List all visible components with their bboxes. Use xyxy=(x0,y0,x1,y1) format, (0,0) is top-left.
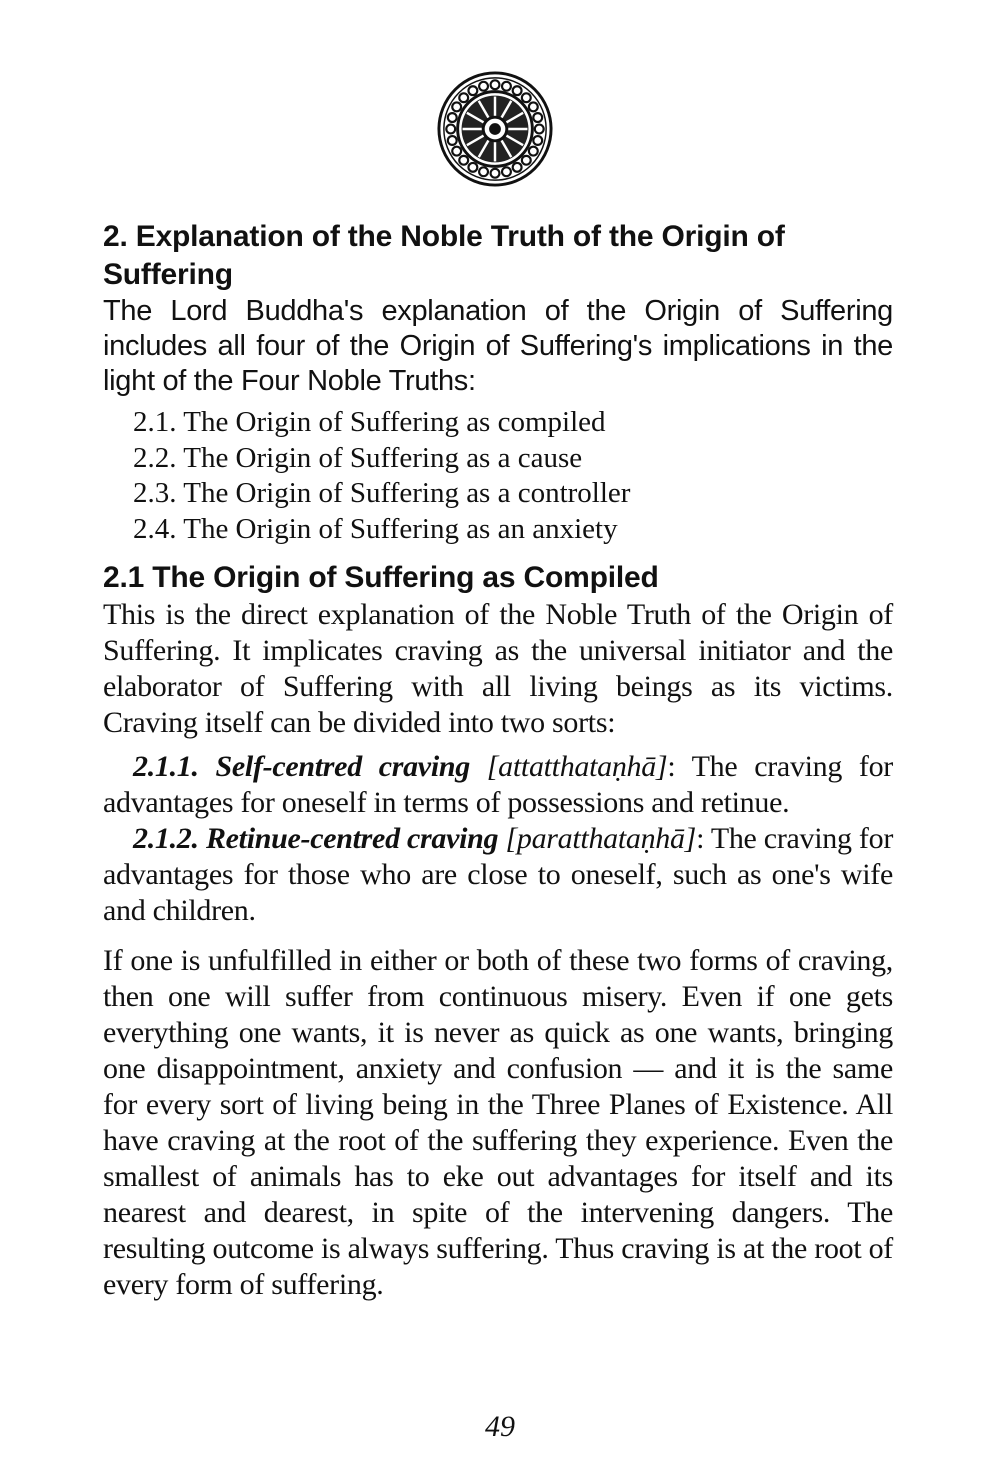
list-item: 2.4. The Origin of Suffering as an anxiety xyxy=(133,512,618,545)
craving-pali-term: [paratthataṇhā] xyxy=(505,822,697,855)
craving-description: : The craving for advantages for oneself in terms of possessions and retinue. xyxy=(103,750,893,819)
page-number: 49 xyxy=(485,1410,515,1443)
intro-paragraph: The Lord Buddha's explanation of the Origin of Suffering includes all four of the Origin of Suffering's implications in the light of the Four Noble Truths: xyxy=(103,295,893,397)
craving-item-self xyxy=(103,749,893,821)
list-item: 2.2. The Origin of Suffering as a cause xyxy=(133,441,583,474)
implications-list xyxy=(103,405,893,547)
dharma-wheel-icon xyxy=(436,70,554,188)
craving-description: : The craving for advantages for those who are close to oneself, such as one's wife and children. xyxy=(103,822,894,927)
closing-paragraph: If one is unfulfilled in either or both of these two forms of craving, then one will suffer from continuous misery. Even if one gets everything one wants, it is never as quick as one wants, bringing one disappointment, anxiety and confusion — and it is the same for every sort of living being in the Three Planes of Existence. All have craving at the root of the suffering they experience. Even the smallest of animals has to eke out advantages for itself and its nearest and dearest, in spite of the intervening dangers. The resulting outcome is always suffering. Thus craving is at the root of every form of suffering. xyxy=(103,944,893,1301)
craving-item-retinue xyxy=(103,821,893,929)
subsection-heading: 2.1 The Origin of Suffering as Compiled xyxy=(103,561,659,594)
craving-label: 2.1.2. Retinue-centred craving xyxy=(133,822,499,855)
page-content xyxy=(103,218,893,1303)
subsection-intro: This is the direct explanation of the Noble Truth of the Origin of Suffering. It implicates craving as the universal initiator and the elaborator of Suffering with all living beings as its victims. Craving itself can be divided into two sorts: xyxy=(103,598,893,739)
craving-pali-term: [attatthataṇhā] xyxy=(486,750,668,783)
list-item: 2.3. The Origin of Suffering as a controller xyxy=(133,477,631,509)
craving-label: 2.1.1. Self-centred craving xyxy=(133,750,470,783)
section-heading: 2. Explanation of the Noble Truth of the Origin of Suffering xyxy=(103,220,785,291)
list-item: 2.1. The Origin of Suffering as compiled xyxy=(133,406,606,438)
